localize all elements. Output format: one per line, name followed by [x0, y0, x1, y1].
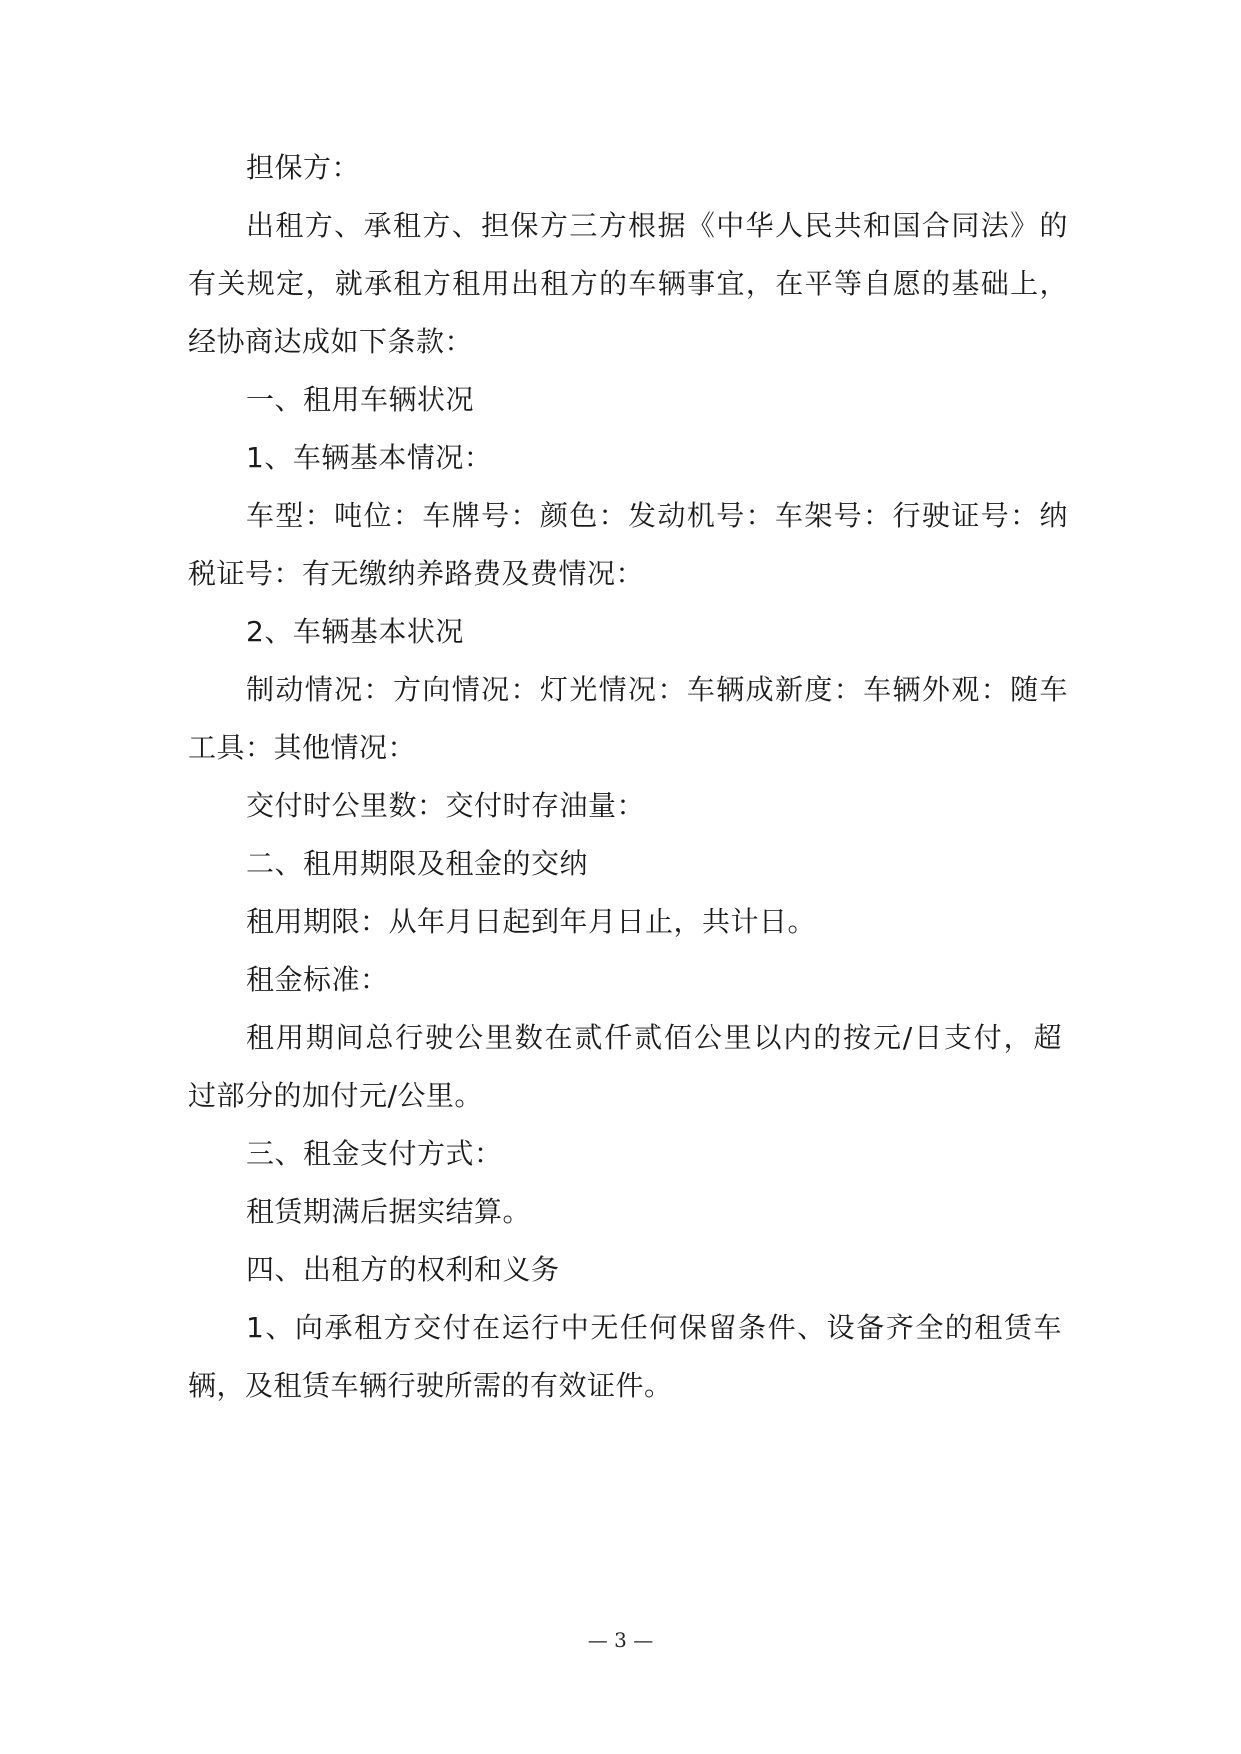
paragraph-line: 租金标准：: [246, 963, 389, 996]
paragraph-line: 租用期间总行驶公里数在贰仟贰佰公里以内的按元/日支付，超: [246, 1021, 1062, 1054]
paragraph-line: 过部分的加付元/公里。: [188, 1079, 483, 1112]
paragraph-line: 车型：吨位：车牌号：颜色：发动机号：车架号：行驶证号：纳: [246, 499, 1068, 532]
section-heading: 四、出租方的权利和义务: [246, 1253, 560, 1286]
paragraph-line: 1、向承租方交付在运行中无任何保留条件、设备齐全的租赁车: [246, 1311, 1062, 1344]
paragraph-line: 租用期限：从年月日起到年月日止，共计日。: [246, 905, 817, 938]
paragraph-line: 交付时公里数：交付时存油量：: [246, 789, 646, 822]
paragraph-line: 租赁期满后据实结算。: [246, 1195, 532, 1228]
paragraph-line: 经协商达成如下条款：: [188, 325, 474, 358]
paragraph-line: 税证号：有无缴纳养路费及费情况：: [188, 557, 645, 590]
paragraph-line: 辆，及租赁车辆行驶所需的有效证件。: [188, 1369, 673, 1402]
section-heading: 一、租用车辆状况: [246, 383, 475, 416]
guarantor-label: 担保方：: [246, 151, 361, 184]
page-number: — 3 —: [587, 1628, 654, 1652]
section-heading: 二、租用期限及租金的交纳: [246, 847, 589, 880]
section-heading: 三、租金支付方式：: [246, 1137, 503, 1170]
paragraph-line: 出租方、承租方、担保方三方根据《中华人民共和国合同法》的: [246, 209, 1068, 242]
paragraph-line: 有关规定，就承租方租用出租方的车辆事宜，在平等自愿的基础上，: [188, 267, 1068, 300]
paragraph-line: 工具：其他情况：: [188, 731, 417, 764]
paragraph-line: 制动情况：方向情况：灯光情况：车辆成新度：车辆外观：随车: [246, 673, 1068, 706]
subsection-heading: 1、车辆基本情况：: [246, 441, 493, 474]
subsection-heading: 2、车辆基本状况: [246, 615, 464, 648]
